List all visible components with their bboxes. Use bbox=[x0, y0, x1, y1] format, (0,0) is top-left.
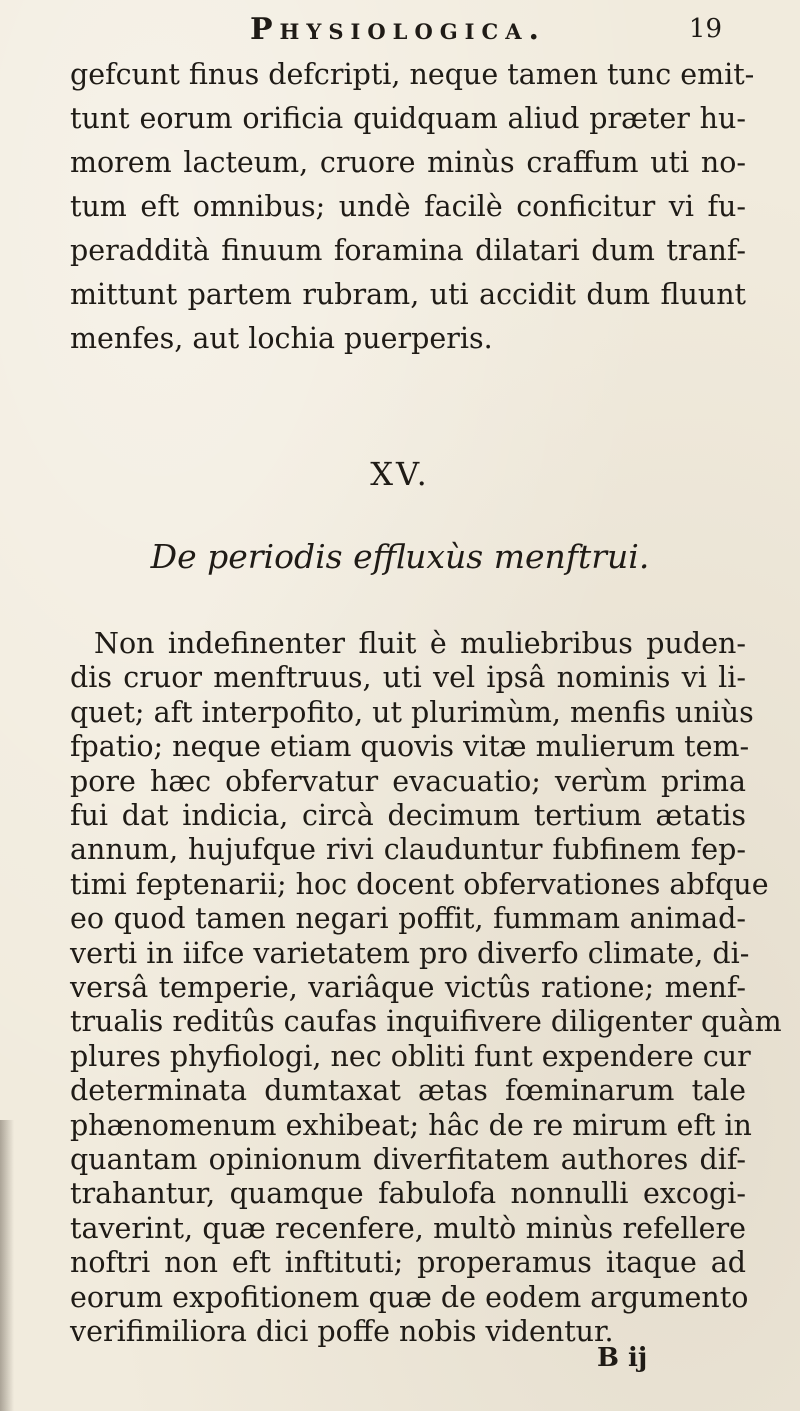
text-line: trahantur, quamque fabulofa nonnulli excogi- bbox=[70, 1177, 746, 1210]
text-line: annum, hujufque rivi clauduntur fubfinem fep- bbox=[70, 833, 746, 866]
text-line: timi feptenarii; hoc docent obfervationes abfque bbox=[70, 868, 769, 901]
text-line: mittunt partem rubram, uti accidit dum fluunt bbox=[70, 278, 746, 311]
text-line: dis cruor menftruus, uti vel ipsâ nominis vi li- bbox=[70, 661, 746, 694]
text-line: verti in iifce varietatem pro diverfo climate, di- bbox=[70, 937, 750, 970]
text-line: quantam opinionum diverfitatem authores dif- bbox=[70, 1143, 746, 1176]
text-line: Non indefinenter fluit è muliebribus puden- bbox=[94, 627, 746, 660]
text-line: taverint, quæ recenfere, multò minùs refellere bbox=[70, 1212, 746, 1245]
text-line: noftri non eft inftituti; properamus itaque ad bbox=[70, 1246, 746, 1279]
text-line: fpatio; neque etiam quovis vitæ mulierum tem- bbox=[70, 730, 750, 763]
text-line: tunt eorum orificia quidquam aliud præter hu- bbox=[70, 102, 746, 135]
section-number: XV. bbox=[370, 455, 430, 493]
text-line: fui dat indicia, circà decimum tertium ætatis bbox=[70, 799, 746, 832]
running-title: Physiologica. bbox=[250, 12, 546, 47]
text-line: tum eft omnibus; undè facilè conficitur vi fu- bbox=[70, 190, 746, 223]
text-line: morem lacteum, cruore minùs craffum uti no- bbox=[70, 146, 746, 179]
running-head bbox=[0, 12, 800, 52]
text-line: plures phyfiologi, nec obliti funt expendere cur bbox=[70, 1040, 751, 1073]
text-line: verifimiliora dici poffe nobis videntur. bbox=[70, 1315, 614, 1348]
text-line: peraddità finuum foramina dilatari dum tranf- bbox=[70, 234, 746, 267]
gutter-shadow bbox=[0, 1120, 14, 1411]
text-line: quet; aft interpofito, ut plurimùm, menfis uniùs bbox=[70, 696, 754, 729]
text-line: phænomenum exhibeat; hâc de re mirum eft in bbox=[70, 1109, 752, 1142]
text-line: pore hæc obfervatur evacuatio; verùm prima bbox=[70, 765, 746, 798]
text-line: determinata dumtaxat ætas fœminarum tale bbox=[70, 1074, 746, 1107]
text-line: eorum expofitionem quæ de eodem argumento bbox=[70, 1281, 749, 1314]
signature-mark: B ij bbox=[597, 1343, 648, 1373]
text-line: versâ temperie, variâque victûs ratione; menf- bbox=[70, 971, 746, 1004]
page-number: 19 bbox=[688, 14, 722, 44]
text-line: eo quod tamen negari poffit, fummam animad- bbox=[70, 902, 746, 935]
text-line: trualis reditûs caufas inquifivere diligenter quàm bbox=[70, 1005, 782, 1038]
section-title: De periodis effluxùs menftrui. bbox=[150, 537, 650, 576]
text-line: menfes, aut lochia puerperis. bbox=[70, 322, 493, 355]
text-line: gefcunt finus defcripti, neque tamen tunc emit- bbox=[70, 58, 755, 91]
